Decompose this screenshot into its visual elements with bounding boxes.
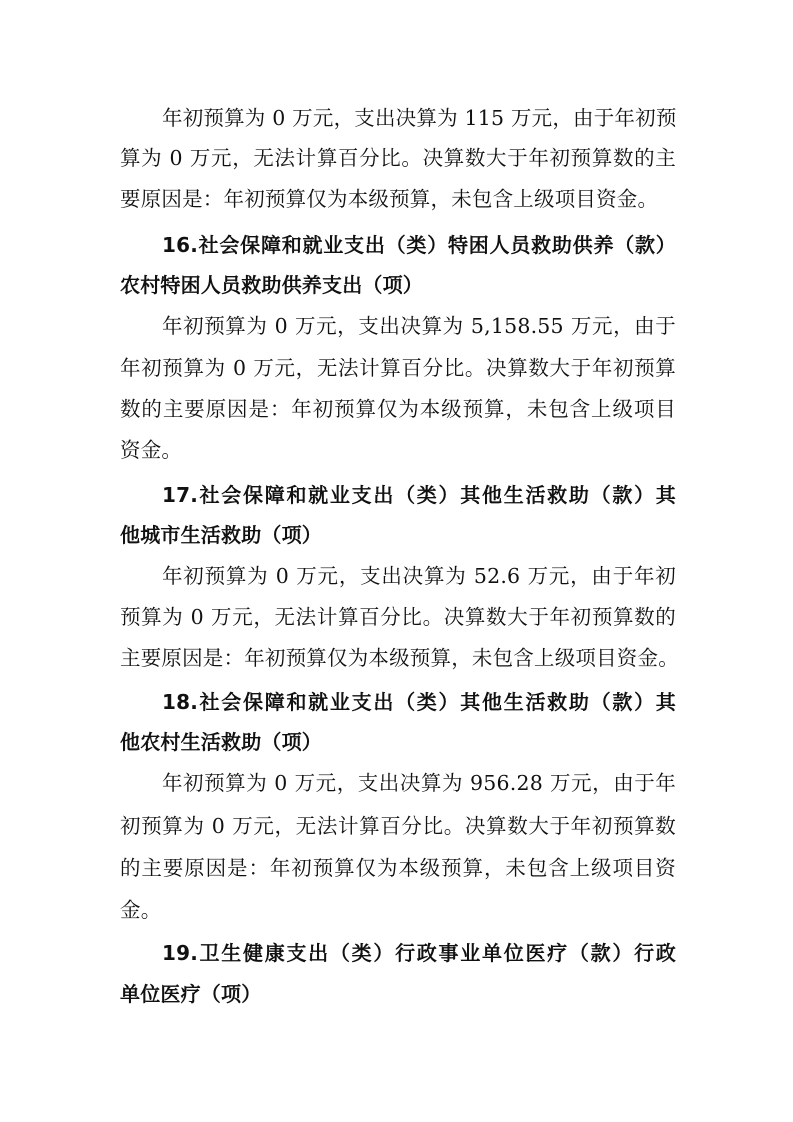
text-line: 的主要原因是：年初预算仅为本级预算，未包含上级项目资 bbox=[120, 856, 676, 880]
section-heading: 单位医疗（项） bbox=[120, 982, 262, 1006]
section-heading: 17.社会保障和就业支出（类）其他生活救助（款）其 bbox=[162, 483, 676, 507]
section-heading: 他农村生活救助（项） bbox=[120, 730, 322, 754]
text-line: 年初预算为 0 万元，支出决算为 5,158.55 万元，由于 bbox=[162, 314, 676, 338]
text-line: 数的主要原因是：年初预算仅为本级预算，未包含上级项目 bbox=[120, 397, 676, 421]
text-line: 年初预算为 0 万元，支出决算为 956.28 万元，由于年 bbox=[162, 771, 676, 795]
section-heading: 农村特困人员救助供养支出（项） bbox=[120, 273, 423, 297]
section-heading: 他城市生活救助（项） bbox=[120, 523, 322, 547]
text-line: 预算为 0 万元，无法计算百分比。决算数大于年初预算数的 bbox=[120, 605, 676, 629]
text-line: 年初预算为 0 万元，无法计算百分比。决算数大于年初预算 bbox=[120, 356, 676, 380]
text-line: 主要原因是：年初预算仅为本级预算，未包含上级项目资金。 bbox=[120, 646, 679, 670]
text-line: 初预算为 0 万元，无法计算百分比。决算数大于年初预算数 bbox=[120, 814, 676, 838]
section-heading: 18.社会保障和就业支出（类）其他生活救助（款）其 bbox=[162, 690, 676, 714]
text-line: 年初预算为 0 万元，支出决算为 52.6 万元，由于年初 bbox=[162, 564, 676, 588]
text-line: 金。 bbox=[120, 898, 162, 922]
text-line: 要原因是：年初预算仅为本级预算，未包含上级项目资金。 bbox=[120, 187, 659, 211]
text-line: 资金。 bbox=[120, 438, 183, 462]
section-heading: 19.卫生健康支出（类）行政事业单位医疗（款）行政 bbox=[162, 941, 676, 965]
section-heading: 16.社会保障和就业支出（类）特困人员救助供养（款） bbox=[162, 233, 676, 257]
text-line: 年初预算为 0 万元，支出决算为 115 万元，由于年初预 bbox=[162, 106, 677, 130]
text-line: 算为 0 万元，无法计算百分比。决算数大于年初预算数的主 bbox=[120, 146, 676, 170]
